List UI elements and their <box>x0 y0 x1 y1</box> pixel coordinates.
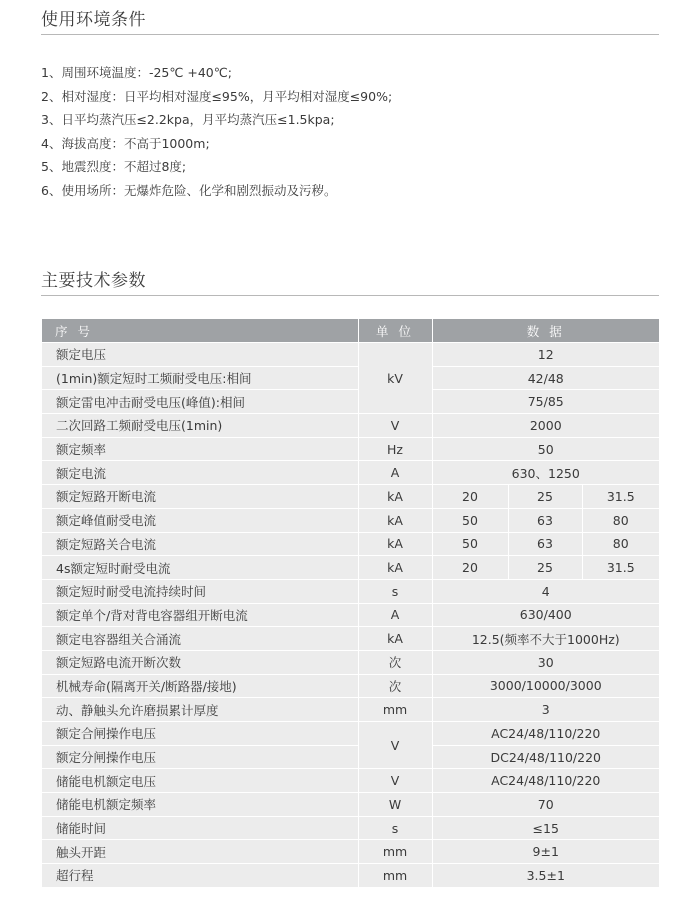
param-value: AC24/48/110/220 <box>432 722 659 746</box>
param-value: 20 <box>432 485 508 509</box>
param-unit: A <box>358 461 432 485</box>
param-name: 超行程 <box>42 864 358 887</box>
param-value: 3.5±1 <box>432 864 659 887</box>
param-name: 额定短路关合电流 <box>42 532 358 556</box>
table-row <box>42 840 659 864</box>
table-row <box>42 556 659 580</box>
param-name: 储能电机额定电压 <box>42 769 358 793</box>
param-value: 75/85 <box>432 390 659 414</box>
table-row <box>42 508 659 532</box>
param-value: 3 <box>432 698 659 722</box>
param-value: 2000 <box>432 414 659 438</box>
table-row <box>42 793 659 817</box>
param-name: 额定单个/背对背电容器组开断电流 <box>42 603 358 627</box>
param-name: (1min)额定短时工频耐受电压:相间 <box>42 366 358 390</box>
table-row <box>42 579 659 603</box>
section-title-params: 主要技术参数 <box>41 271 146 291</box>
table-row <box>42 603 659 627</box>
param-unit: s <box>358 579 432 603</box>
param-unit: kA <box>358 556 432 580</box>
param-name: 额定峰值耐受电流 <box>42 508 358 532</box>
condition-item: 5、地震烈度：不超过8度; <box>41 159 187 174</box>
param-name: 4s额定短时耐受电流 <box>42 556 358 580</box>
section-divider <box>41 34 659 35</box>
param-name: 触头开距 <box>42 840 358 864</box>
param-unit: 次 <box>358 674 432 698</box>
param-name: 动、静触头允许磨损累计厚度 <box>42 698 358 722</box>
conditions-list <box>41 61 392 202</box>
param-name: 额定电容器组关合涌流 <box>42 627 358 651</box>
param-name: 储能时间 <box>42 816 358 840</box>
param-unit: Hz <box>358 437 432 461</box>
param-value: 9±1 <box>432 840 659 864</box>
section-title-conditions: 使用环境条件 <box>41 10 146 30</box>
param-value: 63 <box>508 508 582 532</box>
table-header-row <box>42 319 659 343</box>
param-unit: W <box>358 793 432 817</box>
param-value: 12.5(频率不大于1000Hz) <box>432 627 659 651</box>
param-unit: mm <box>358 840 432 864</box>
param-value: 50 <box>432 437 659 461</box>
param-value: 12 <box>432 343 659 367</box>
header-unit: 单 位 <box>358 319 432 343</box>
param-value: 30 <box>432 650 659 674</box>
table-row <box>42 461 659 485</box>
param-value: 80 <box>582 508 659 532</box>
condition-item: 3、日平均蒸汽压≤2.2kpa，月平均蒸汽压≤1.5kpa; <box>41 112 335 127</box>
param-unit: kA <box>358 627 432 651</box>
table-row <box>42 437 659 461</box>
param-name: 二次回路工频耐受电压(1min) <box>42 414 358 438</box>
condition-item: 2、相对湿度：日平均相对湿度≤95%，月平均相对湿度≤90%; <box>41 88 393 104</box>
table-row <box>42 745 659 769</box>
condition-item: 6、使用场所：无爆炸危险、化学和剧烈振动及污秽。 <box>41 182 337 198</box>
param-name: 机械寿命(隔离开关/断路器/接地) <box>42 674 358 698</box>
param-value: DC24/48/110/220 <box>432 745 659 769</box>
table-row <box>42 722 659 746</box>
table-row <box>42 650 659 674</box>
table-row <box>42 674 659 698</box>
condition-item: 1、周围环境温度：-25℃ +40℃; <box>41 65 233 80</box>
table-row <box>42 343 659 367</box>
param-unit: kA <box>358 532 432 556</box>
param-name: 额定短路开断电流 <box>42 485 358 509</box>
table-row <box>42 698 659 722</box>
param-value: AC24/48/110/220 <box>432 769 659 793</box>
param-name: 额定合闸操作电压 <box>42 722 358 746</box>
param-value: 31.5 <box>582 485 659 509</box>
param-value: 63 <box>508 532 582 556</box>
table-row <box>42 390 659 414</box>
table-row <box>42 627 659 651</box>
param-unit: mm <box>358 698 432 722</box>
param-value: 50 <box>432 532 508 556</box>
param-value: 80 <box>582 532 659 556</box>
table-row <box>42 532 659 556</box>
params-table <box>42 319 659 887</box>
param-name: 额定电压 <box>42 343 358 367</box>
param-name: 额定雷电冲击耐受电压(峰值):相间 <box>42 390 358 414</box>
param-unit: V <box>358 769 432 793</box>
param-value: ≤15 <box>432 816 659 840</box>
table-row <box>42 414 659 438</box>
param-value: 4 <box>432 579 659 603</box>
param-unit: kV <box>358 343 432 414</box>
header-name: 序 号 <box>42 319 358 343</box>
param-unit: kA <box>358 485 432 509</box>
section-divider <box>41 295 659 296</box>
param-unit: V <box>358 722 432 769</box>
param-value: 630/400 <box>432 603 659 627</box>
param-name: 额定短路电流开断次数 <box>42 650 358 674</box>
param-unit: mm <box>358 864 432 887</box>
param-unit: kA <box>358 508 432 532</box>
condition-item: 4、海拔高度：不高于1000m; <box>41 135 210 151</box>
param-value: 630、1250 <box>432 461 659 485</box>
param-unit: V <box>358 414 432 438</box>
param-value: 31.5 <box>582 556 659 580</box>
param-name: 额定分闸操作电压 <box>42 745 358 769</box>
table-row <box>42 864 659 887</box>
param-value: 25 <box>508 485 582 509</box>
param-unit: A <box>358 603 432 627</box>
param-name: 额定短时耐受电流持续时间 <box>42 579 358 603</box>
param-name: 额定电流 <box>42 461 358 485</box>
table-row <box>42 485 659 509</box>
header-value: 数 据 <box>432 319 659 343</box>
table-row <box>42 366 659 390</box>
param-name: 额定频率 <box>42 437 358 461</box>
table-row <box>42 816 659 840</box>
param-value: 50 <box>432 508 508 532</box>
param-unit: 次 <box>358 650 432 674</box>
param-value: 70 <box>432 793 659 817</box>
param-value: 25 <box>508 556 582 580</box>
table-row <box>42 769 659 793</box>
param-unit: s <box>358 816 432 840</box>
param-value: 42/48 <box>432 366 659 390</box>
param-name: 储能电机额定频率 <box>42 793 358 817</box>
param-value: 3000/10000/3000 <box>432 674 659 698</box>
param-value: 20 <box>432 556 508 580</box>
